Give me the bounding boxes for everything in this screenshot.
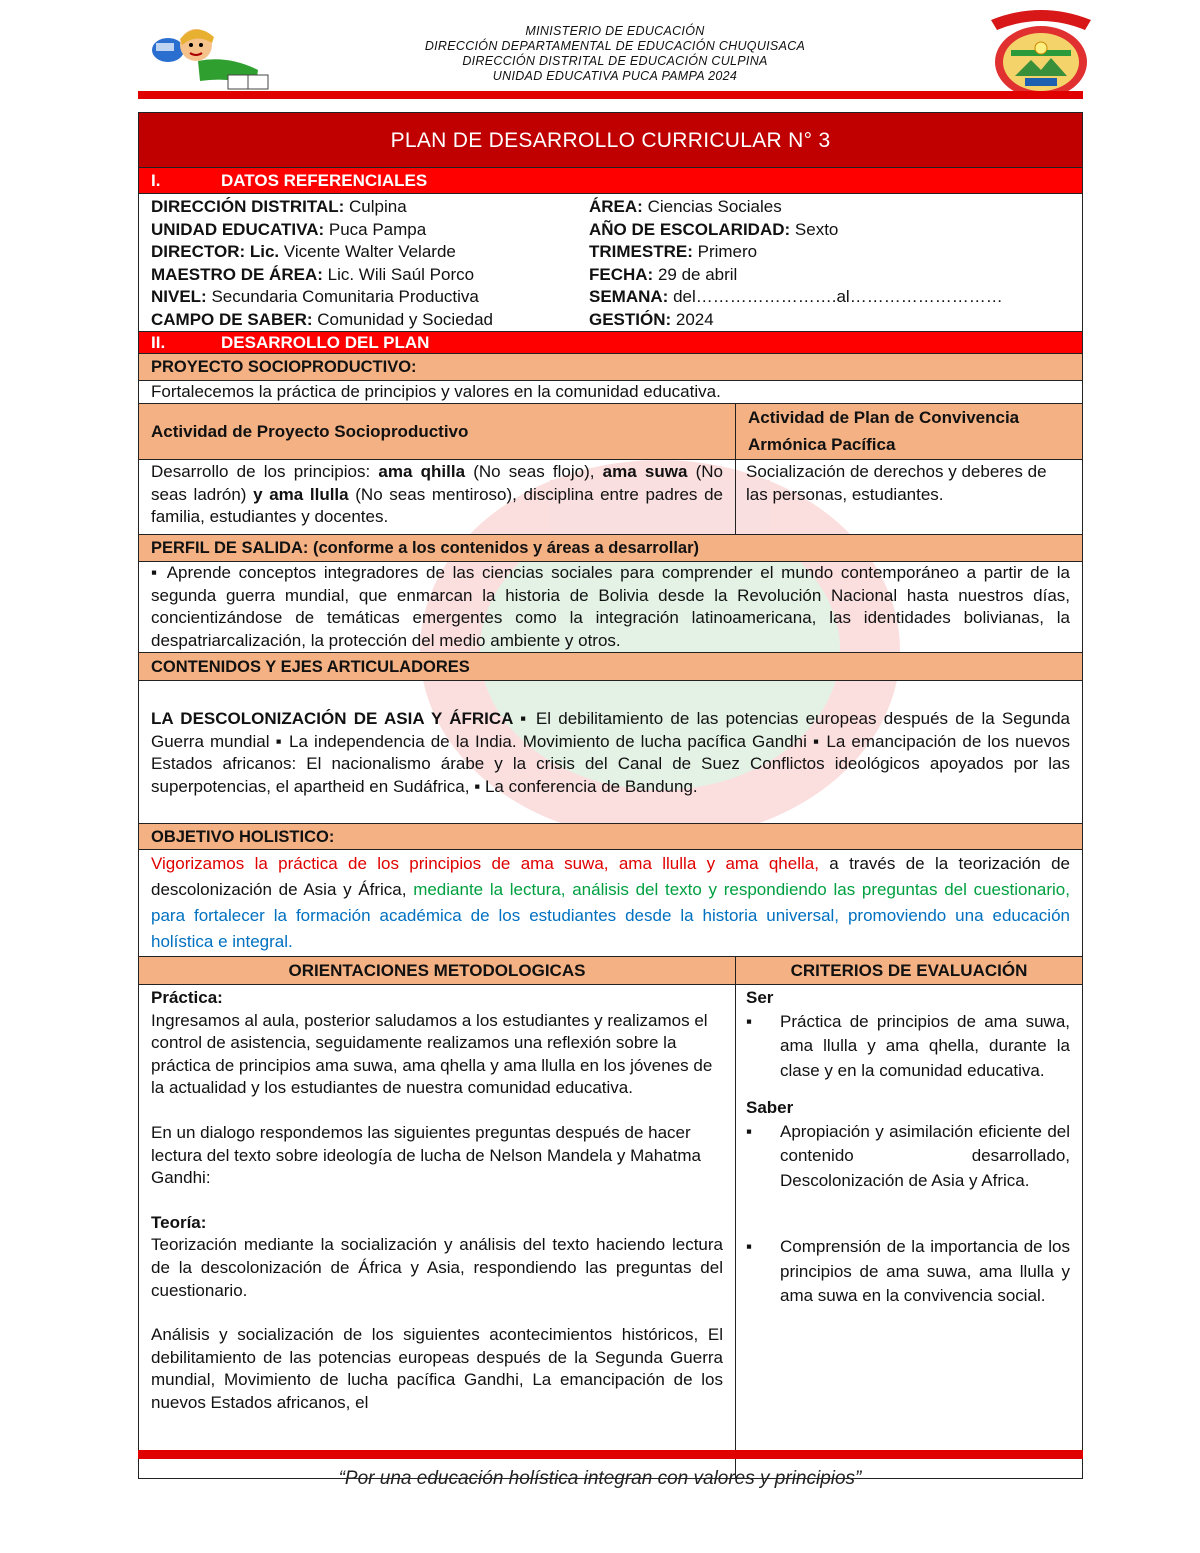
header-line-3: DIRECCIÓN DISTRITAL DE EDUCACIÓN CULPINA: [462, 54, 768, 68]
ref-direccion: [151, 196, 589, 219]
actividad-proyecto-header-cell: [139, 404, 736, 459]
header-divider: [138, 91, 1083, 99]
ref-label: DIRECTOR: Lic.: [151, 242, 280, 262]
ref-label: DIRECCIÓN DISTRITAL:: [151, 197, 345, 216]
perfil-text: ▪ Aprende conceptos integradores de las ciencias sociales para comprender el mundo contemporáneo a partir de la segunda guerra mundial, que enmarcan la historia de Bolivia desde la Revolución Nacional hasta nuestros días, concientizándose de temáticas emergentes como la integración latinoamericana, las identidades bolivianas, la despatriarcalización, la protección del medio ambiente y otros.: [139, 562, 1082, 653]
ser-criterion: [746, 1010, 1070, 1084]
section-datos-referenciales: [139, 168, 1082, 194]
ref-label: AÑO DE ESCOLARIDAD:: [589, 219, 791, 239]
ref-value: Comunidad y Sociedad: [312, 309, 494, 329]
ref-director: [151, 241, 589, 264]
ref-semana: [589, 286, 1070, 309]
practica-label: Práctica:: [151, 988, 223, 1007]
objetivo-ser: Vigorizamos la práctica de los principios de ama suwa, ama llulla y ama qhella,: [151, 854, 819, 873]
reference-data-grid: [139, 194, 1082, 332]
ref-label: SEMANA:: [589, 287, 669, 307]
text-part: Desarrollo de los principios:: [151, 462, 379, 481]
saber-label: Saber: [746, 1098, 794, 1118]
principle-bold: ama suwa: [602, 462, 688, 481]
ref-value: Sexto: [790, 219, 839, 239]
objetivo-text: [139, 850, 1082, 957]
actividades-content-row: [139, 460, 1082, 535]
criterios-column: [736, 985, 1082, 1478]
header-line-1: MINISTERIO DE EDUCACIÓN: [525, 24, 705, 38]
saber-criterion-1-text: Apropiación y asimilación eficiente del contenido desarrollado, Descolonización de Asia y Africa.: [780, 1121, 1070, 1190]
bullet-icon: ▪: [746, 1121, 753, 1141]
ref-value: Primero: [692, 242, 758, 262]
ref-gestion: [589, 309, 1070, 332]
ref-label: TRIMESTRE:: [589, 242, 693, 262]
contenidos-text: [139, 681, 1082, 824]
objetivo-heading: OBJETIVO HOLISTICO:: [139, 824, 1082, 850]
analisis-text: Análisis y socialización de los siguientes acontecimientos históricos, El debilitamiento de las potencias europeas después de la Segunda Guerra mundial, Movimiento de lucha pacífica Gandhi, La emancipación de los nuevos Estados africanos, el: [151, 1325, 723, 1412]
section-number: I.: [151, 171, 161, 190]
perfil-heading: PERFIL DE SALIDA: (conforme a los contenidos y áreas a desarrollar): [139, 535, 1082, 562]
ref-value: Puca Pampa: [324, 219, 427, 239]
saber-criterion-2: [746, 1235, 1070, 1309]
ref-value: Secundaria Comunitaria Productiva: [206, 287, 479, 307]
footer-motto: “Por una educación holística integran con valores y principios”: [338, 1468, 862, 1489]
contenidos-body: ▪ El debilitamiento de las potencias europeas después de la Segunda Guerra mundial ▪ La independencia de la India. Movimiento de lucha pacífica Gandhi ▪ La emancipación de los nuevos Estados africanos: El nacionalismo árabe y la crisis del Canal de Suez Conflictos ideológicos apoyados por las superpotencias, el apartheid en Sudáfrica, ▪ La conferencia de Bandung.: [151, 709, 1070, 796]
footer-divider: [138, 1450, 1083, 1459]
ref-label: GESTIÓN:: [589, 309, 672, 329]
actividad-convivencia-header-cell: [736, 404, 1082, 459]
header-line-4: UNIDAD EDUCATIVA PUCA PAMPA 2024: [492, 69, 738, 83]
orientaciones-column: [139, 985, 736, 1478]
practica-text: Ingresamos al aula, posterior saludamos a los estudiantes y realizamos el control de asistencia, seguidamente realizamos una reflexión sobre la práctica de principios ama suwa, ama qhella y ama llulla en los jóvenes de la actualidad y los estudiantes de nuestra comunidad educativa.: [151, 1010, 713, 1098]
ref-label: CAMPO DE SABER:: [151, 309, 313, 329]
ref-value: Vicente Walter Velarde: [279, 242, 456, 262]
ref-label: UNIDAD EDUCATIVA:: [151, 219, 325, 239]
ref-label: NIVEL:: [151, 287, 207, 307]
objetivo-hacer: mediante la lectura, análisis del texto y respondiendo las preguntas del cuestionario,: [413, 880, 1070, 899]
orientaciones-header: ORIENTACIONES METODOLOGICAS: [139, 957, 736, 984]
ref-unidad: [151, 219, 589, 242]
ref-value: Lic. Wili Saúl Porco: [322, 264, 475, 284]
text-part: (No seas flojo),: [465, 462, 603, 481]
ref-trimestre: [589, 241, 1070, 264]
metodologia-header-row: [139, 957, 1082, 985]
proyecto-text: Fortalecemos la práctica de principios y valores en la comunidad educativa.: [139, 381, 1082, 404]
ref-maestro: [151, 264, 589, 287]
section-number: II.: [151, 333, 166, 352]
contenidos-title: LA DESCOLONIZACIÓN DE ASIA Y ÁFRICA: [151, 709, 521, 728]
ref-value: del…………………….al………………………: [668, 287, 1003, 307]
ref-campo: [151, 309, 589, 332]
bullet-icon: ▪: [746, 1011, 753, 1031]
section-label: DATOS REFERENCIALES: [221, 171, 428, 190]
teoria-text: Teorización mediante la socialización y análisis del texto haciendo lectura de la descolonización de África y Asia, respondiendo las preguntas del cuestionario.: [151, 1235, 723, 1300]
principle-bold: ama qhilla: [378, 462, 466, 481]
metodologia-content-row: [139, 985, 1082, 1478]
text-part: (No seas ladrón): [151, 462, 723, 504]
actividad-convivencia-text: Socialización de derechos y deberes de las personas, estudiantes.: [746, 462, 1047, 504]
contenidos-heading: CONTENIDOS Y EJES ARTICULADORES: [139, 653, 1082, 681]
ref-value: Culpina: [344, 197, 407, 216]
objetivo-saber: a través de la teorización de descolonización de Asia y África,: [151, 854, 1070, 899]
ref-nivel: [151, 286, 589, 309]
actividades-table: [139, 404, 1082, 460]
ref-value: 29 de abril: [653, 264, 738, 284]
ref-label: MAESTRO DE ÁREA:: [151, 264, 323, 284]
dialogo-text: En un dialogo respondemos las siguientes preguntas después de hacer lectura del texto sobre ideología de lucha de Nelson Mandela y Mahatma Gandhi:: [151, 1122, 702, 1188]
ser-criterion-text: Práctica de principios de ama suwa, ama llulla y ama qhella, durante la clase y en la comunidad educativa.: [780, 1011, 1070, 1080]
actividad-convivencia-header: Actividad de Plan de Convivencia Armónica Pacífica: [748, 408, 1020, 454]
criterios-header: CRITERIOS DE EVALUACIÓN: [790, 961, 1028, 980]
curricular-plan-document: [138, 112, 1083, 1479]
section-label: DESARROLLO DEL PLAN: [221, 333, 430, 352]
objetivo-decidir: para fortalecer la formación académica de los estudiantes desde la historia universal, promoviendo una educación holística e integral.: [151, 906, 1070, 951]
ref-area: [589, 196, 1070, 219]
saber-criterion-1: [746, 1120, 1070, 1194]
actividad-proyecto-text: [139, 460, 736, 534]
ser-label: Ser: [746, 988, 774, 1007]
header-line-2: DIRECCIÓN DEPARTAMENTAL DE EDUCACIÓN CHUQUISACA: [424, 39, 806, 53]
ref-anio: [589, 219, 1070, 242]
text-part: (No seas mentiroso), disciplina entre padres de familia, estudiantes y docentes.: [151, 484, 723, 527]
teoria-label: Teoría:: [151, 1212, 207, 1232]
ref-label: ÁREA:: [589, 197, 643, 216]
saber-criterion-2-text: Comprensión de la importancia de los principios de ama suwa, ama llulla y ama suwa en la convivencia social.: [780, 1237, 1070, 1306]
ref-fecha: [589, 264, 1070, 287]
page-title: PLAN DE DESARROLLO CURRICULAR N° 3: [139, 113, 1082, 168]
bullet-icon: ▪: [746, 1237, 753, 1257]
school-crest-logo: [985, 2, 1097, 102]
ref-value: Ciencias Sociales: [642, 197, 782, 216]
ref-value: 2024: [671, 309, 714, 329]
actividad-proyecto-header: Actividad de Proyecto Socioproductivo: [151, 421, 469, 441]
section-desarrollo-plan: [139, 332, 1082, 354]
principle-bold: y ama llulla: [253, 484, 349, 504]
proyecto-heading: PROYECTO SOCIOPRODUCTIVO:: [139, 354, 1082, 381]
ref-label: FECHA:: [589, 264, 654, 284]
